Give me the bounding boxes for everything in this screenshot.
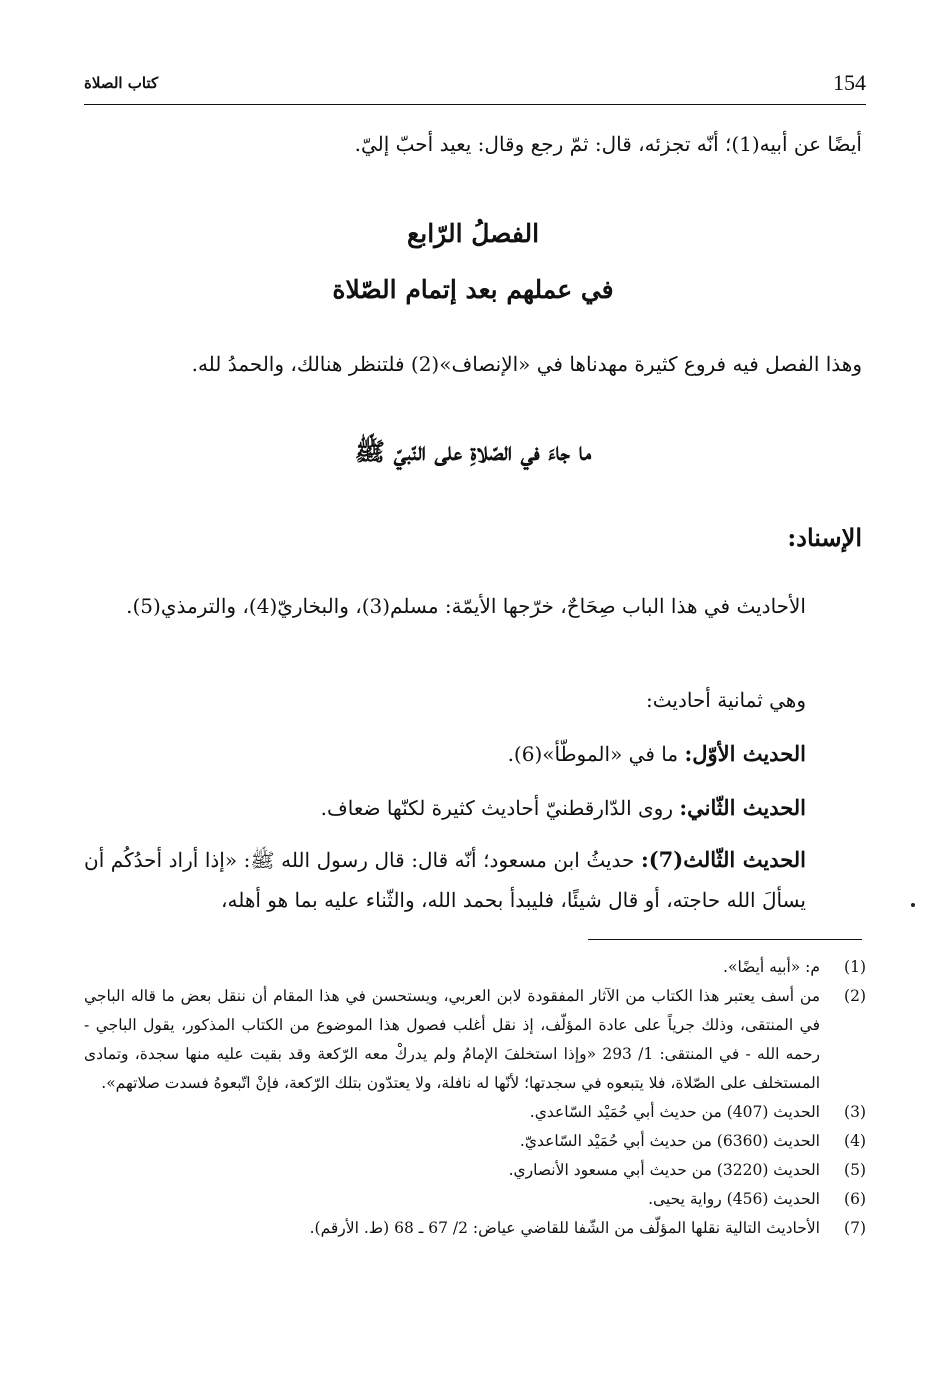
- footnote-number: (6): [844, 1190, 866, 1208]
- running-title: كتاب الصلاة: [84, 74, 159, 92]
- hadith-1-label: الحديث الأوّل:: [684, 741, 806, 766]
- hadith-1-text: ما في «الموطّأ»(6).: [507, 742, 679, 766]
- hadith-2-text: روى الدّارقطنيّ أحاديث كثيرة لكنّها ضعاف.: [320, 796, 673, 820]
- hadith-1: [84, 734, 862, 774]
- footnote-number: (1): [844, 958, 866, 976]
- footnote-divider: [588, 939, 862, 940]
- hadith-3-label: الحديث الثّالث(7):: [640, 847, 807, 872]
- footnote-text: م: «أبيه أيضًا».: [723, 958, 820, 976]
- footnote-text: من أسف يعتبر هذا الكتاب من الآثار المفقودة لابن العربي، ويستحسن في هذا المقام أن ننقل بعض ما قاله الباجي في المنتقى، وذلك جرياً على عادة المؤلّف، إذ نقل أغلب فصول هذا الموضوع من الكتاب المذكور، يقول الباجي - رحمه الله - في المنتقى: 1/ 293 «وإذا استخلفَ الإمامُ ولم يدركْ معه الرّكعة وقد بقيت عليه منها سجدة، وتمادى المستخلف على الصّلاة، فلا يتبعوه في سجدتها؛ لأنّها له نافلة، ولا يعتدّون بتلك الرّكعة، فإنْ اتّبعوهُ فسدت صلاتهم».: [84, 987, 821, 1092]
- section-title: ما جاءَ في الصّلاةِ على النّبيّ ﷺ: [354, 437, 592, 466]
- footnote-text: الحديث (456) رواية يحيى.: [648, 1190, 820, 1208]
- footnote-7: [84, 1214, 866, 1243]
- footnotes: [84, 953, 866, 1243]
- intro-line: أيضًا عن أبيه(1)؛ أنّه تجزئه، قال: ثمّ رجع وقال: يعيد أحبّ إليّ.: [354, 132, 862, 156]
- isnad-paragraph: الأحاديث في هذا الباب صِحَاحٌ، خرّجها الأيمّة: مسلم(3)، والبخاريّ(4)، والترمذي(5).: [126, 594, 806, 618]
- footnote-2: [84, 982, 866, 1098]
- footnote-text: الأحاديث التالية نقلها المؤلّف من الشّفا للقاضي عياض: 2/ 67 ـ 68 (ط. الأرقم).: [309, 1219, 820, 1237]
- chapter-text: وهذا الفصل فيه فروع كثيرة مهدناها في «الإنصاف»(2) فلتنظر هنالك، والحمدُ لله.: [191, 352, 862, 376]
- hadith-3: [84, 840, 862, 920]
- footnote-text: الحديث (3220) من حديث أبي مسعود الأنصاري.: [508, 1161, 820, 1179]
- footnote-text: الحديث (6360) من حديث أبي حُمَيْد السّاعديّ.: [519, 1132, 820, 1150]
- isnad-heading: الإسناد:: [787, 523, 862, 552]
- footnote-number: (4): [844, 1132, 866, 1150]
- page-header: [84, 70, 866, 100]
- footnote-5: [84, 1156, 866, 1185]
- footnote-number: (2): [844, 987, 866, 1005]
- page-number: 154: [833, 70, 866, 95]
- footnote-number: (3): [844, 1103, 866, 1121]
- footnote-number: (5): [844, 1161, 866, 1179]
- footnote-3: [84, 1098, 866, 1127]
- chapter-subheading: في عملهم بعد إتمام الصّلاة: [332, 275, 614, 304]
- footnote-4: [84, 1127, 866, 1156]
- footnote-number: (7): [844, 1219, 866, 1237]
- header-divider: [84, 104, 866, 105]
- hadith-3-text: حديثُ ابن مسعود؛ أنّه قال: قال رسول الله ﷺ: «إذا أراد أحدُكُم أن يسألَ الله حاجته، أو قال شيئًا، فليبدأ بحمد الله، والثّناء عليه بما هو أهله،: [84, 848, 806, 912]
- hadith-2: [84, 788, 862, 828]
- footnote-6: [84, 1185, 866, 1214]
- footnote-1: [84, 953, 866, 982]
- margin-dot: [911, 903, 915, 907]
- chapter-heading: الفصلُ الرّابع: [406, 219, 540, 248]
- hadith-count-line: وهي ثمانية أحاديث:: [646, 688, 806, 712]
- hadith-2-label: الحديث الثّاني:: [679, 795, 806, 820]
- footnote-text: الحديث (407) من حديث أبي حُمَيْد السّاعدي.: [529, 1103, 820, 1121]
